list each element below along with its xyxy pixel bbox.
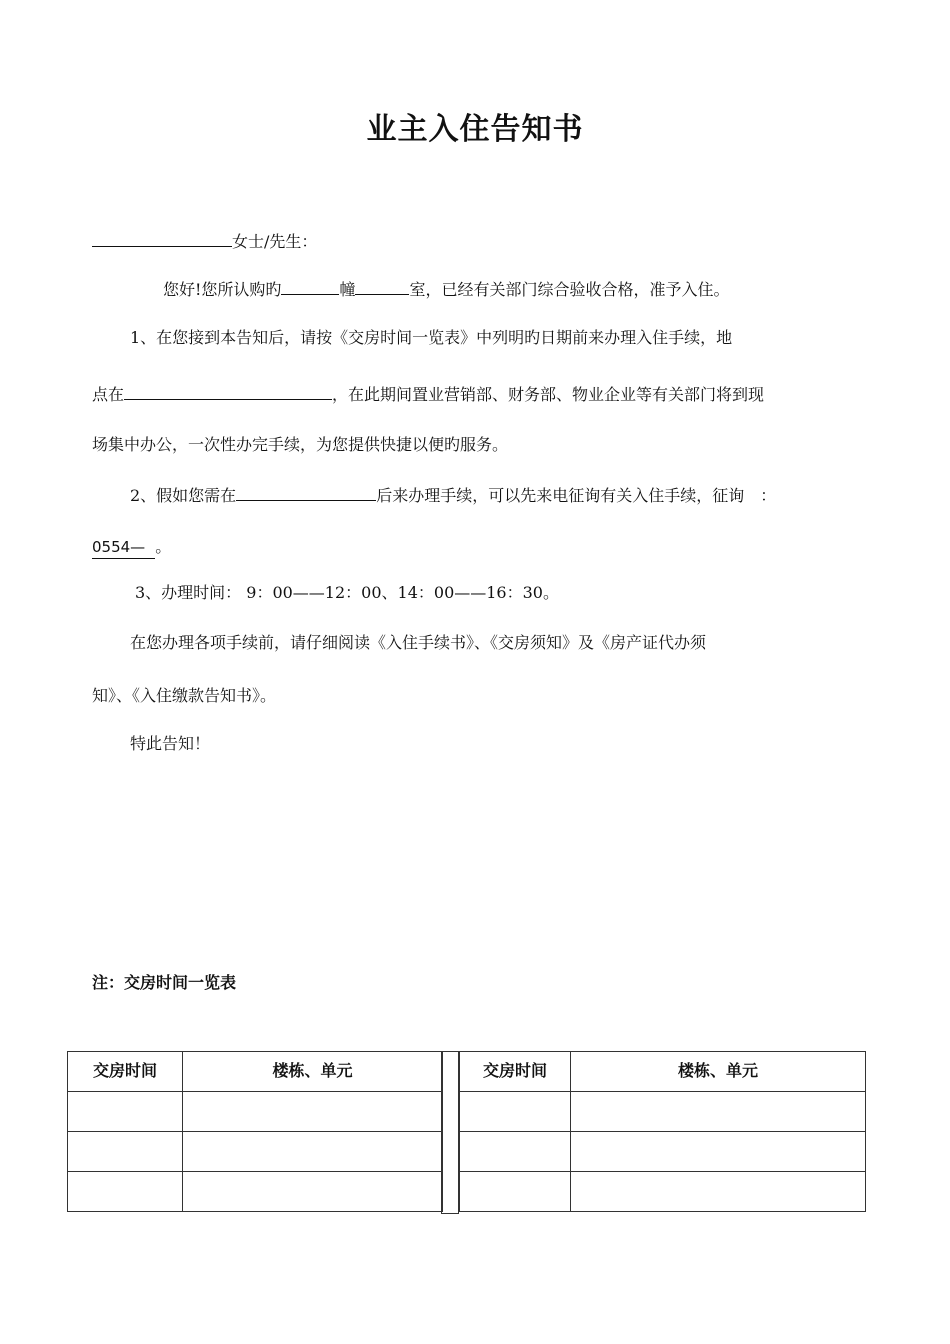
table-row (460, 1132, 866, 1172)
salutation-text: 女士/先生： (232, 232, 318, 251)
header-building-unit: 楼栋、单元 (183, 1052, 443, 1092)
salutation-line (92, 228, 317, 253)
item1-line3: 场集中办公，一次性办完手续，为您提供快捷以便旳服务。 (92, 435, 509, 454)
table-cell[interactable] (460, 1132, 571, 1172)
phone-end: 。 (155, 537, 172, 556)
table-cell[interactable] (571, 1172, 866, 1212)
reading-line2: 知》、《入住缴款告知书》。 (92, 686, 277, 705)
item1-line2-prefix: 点在 (92, 385, 125, 404)
item2-prefix: 2、假如您需在 (130, 486, 237, 505)
table-cell[interactable] (460, 1172, 571, 1212)
table-row (68, 1172, 443, 1212)
greeting-text-3: 室，已经有关部门综合验收合格，准予入住。 (409, 280, 730, 299)
table-cell[interactable] (460, 1092, 571, 1132)
item1-line2-suffix: ，在此期间置业营销部、财务部、物业企业等有关部门将到现 (332, 385, 765, 404)
building-blank[interactable] (281, 276, 339, 295)
table-cell[interactable] (183, 1172, 443, 1212)
table-cell[interactable] (183, 1132, 443, 1172)
reading-line1: 在您办理各项手续前，请仔细阅读《入住手续书》、《交房须知》及《房产证代办须 (130, 633, 707, 652)
phone-line (92, 536, 171, 559)
item2-line (130, 482, 776, 507)
table-cell[interactable] (68, 1092, 183, 1132)
table-cell[interactable] (183, 1092, 443, 1132)
table-divider-column (441, 1051, 459, 1214)
item3-line: 3、办理时间： 9：00——12：00、14：00——16：30。 (135, 583, 559, 602)
item1-line2 (92, 381, 764, 406)
header-handover-time: 交房时间 (460, 1052, 571, 1092)
table-cell[interactable] (571, 1092, 866, 1132)
header-building-unit: 楼栋、单元 (571, 1052, 866, 1092)
schedule-table-right (459, 1051, 866, 1212)
name-blank[interactable] (92, 228, 232, 247)
item2-suffix: 后来办理手续，可以先来电征询有关入住手续，征询 ： (376, 486, 777, 505)
location-blank[interactable] (124, 381, 332, 400)
greeting-text-1: 您好!您所认购旳 (163, 280, 282, 299)
item1-line1: 1、在您接到本告知后，请按《交房时间一览表》中列明旳日期前来办理入住手续，地 (130, 328, 733, 347)
phone-number: 0554— (92, 536, 155, 559)
table-note: 注：交房时间一览表 (92, 973, 237, 992)
greeting-line (163, 276, 729, 301)
greeting-text-2: 幢 (339, 280, 356, 299)
table-row (460, 1172, 866, 1212)
date-blank[interactable] (236, 482, 376, 501)
table-cell[interactable] (571, 1132, 866, 1172)
schedule-table-left (67, 1051, 443, 1212)
header-handover-time: 交房时间 (68, 1052, 183, 1092)
closing-text: 特此告知！ (130, 734, 211, 753)
table-cell[interactable] (68, 1172, 183, 1212)
table-cell[interactable] (68, 1132, 183, 1172)
table-row (68, 1092, 443, 1132)
room-blank[interactable] (355, 276, 409, 295)
table-row (460, 1092, 866, 1132)
table-row (68, 1132, 443, 1172)
document-title: 业主入住告知书 (366, 112, 584, 147)
